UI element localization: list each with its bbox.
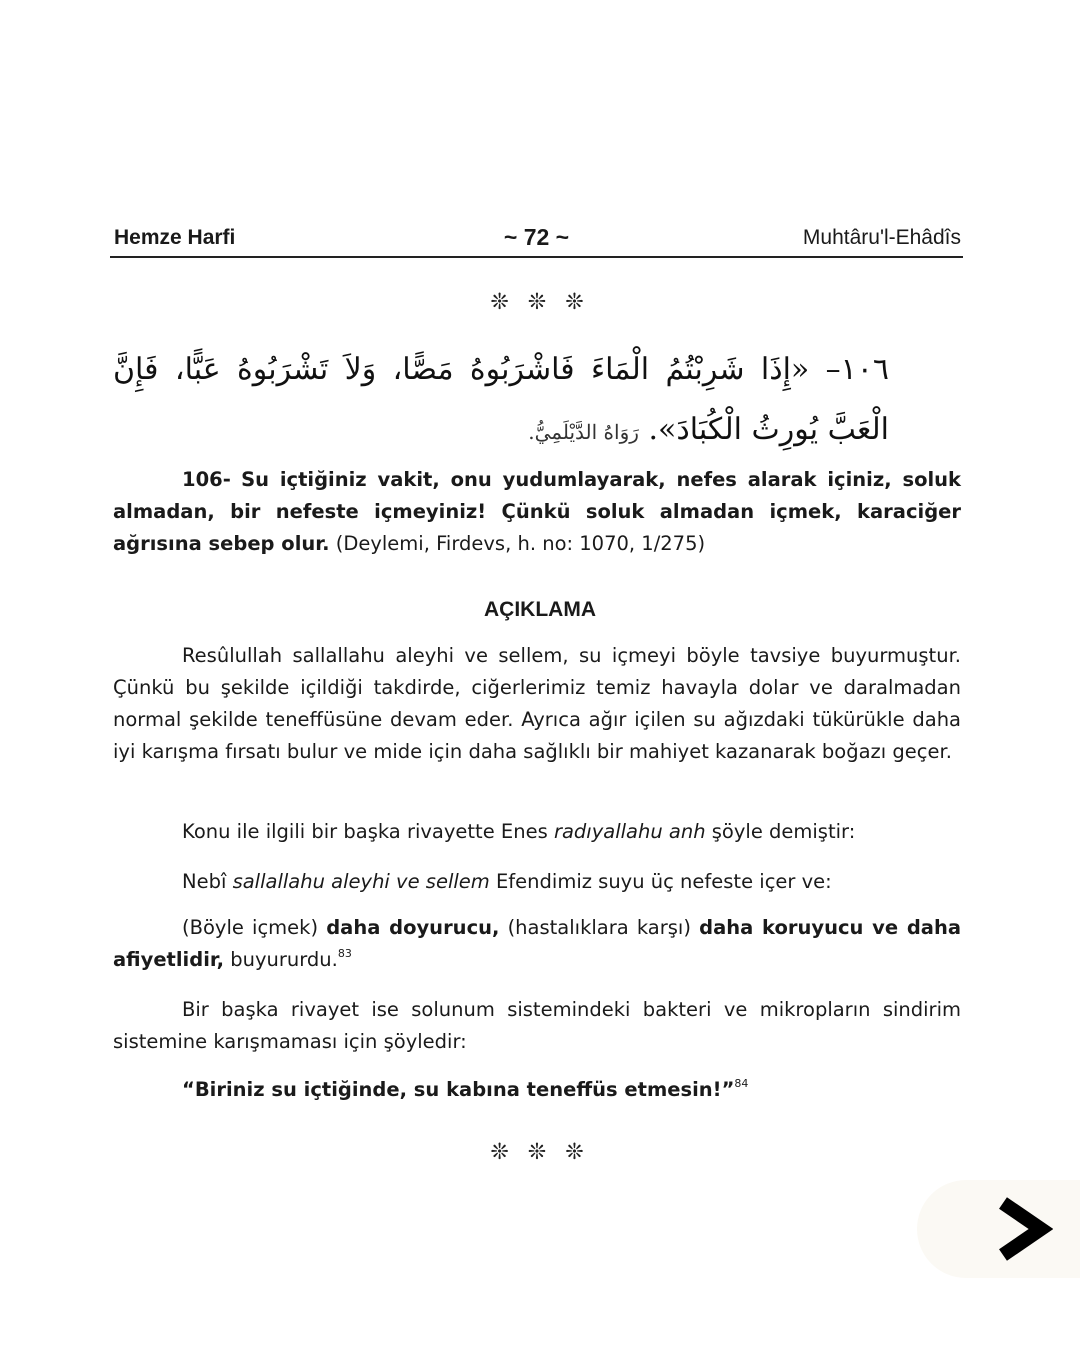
chevron-right-icon <box>993 1189 1053 1269</box>
p2-text-a: Konu ile ilgili bir başka rivayette Enes <box>182 820 554 843</box>
hadith-arabic-source: رَوَاهُ الدَّيْلَمِيُّ. <box>528 420 639 444</box>
p4-text-1: (Böyle içmek) <box>182 916 327 939</box>
explanation-heading: AÇIKLAMA <box>484 598 596 621</box>
p2-italic: radıyallahu anh <box>553 820 706 843</box>
p4-bold-2: daha koruyucu ve daha afiyetlidir, <box>113 916 961 971</box>
hadith-translation-text: Su içtiğiniz vakit, onu yudumlayarak, nefes alarak içiniz, soluk almadan, bir nefeste içmeyiniz! Çünkü soluk almadan içmek, karaciğer ağrısına sebep olur. <box>113 468 961 555</box>
book-title: Muhtâru'l-Ehâdîs <box>802 226 961 249</box>
p3-italic: sallallahu aleyhi ve sellem <box>232 870 490 893</box>
next-page-button[interactable] <box>917 1180 1080 1278</box>
hadith-translation-source: (Deylemi, Firdevs, h. no: 1070, 1/275) <box>335 532 706 555</box>
hadith-translation <box>113 464 961 560</box>
p3-text-b: Efendimiz suyu üç nefeste içer ve: <box>489 870 832 893</box>
p2-text-b: şöyle demiştir: <box>705 820 856 843</box>
explanation-paragraph-1: Resûlullah sallallahu aleyhi ve sellem, su içmeyi böyle tavsiye buyurmuştur. Çünkü bu şekilde içildiği takdirde, ciğerlerimiz temiz havayla dolar ve daralmadan normal şekilde teneffüsüne devam eder. Ayrıca ağır içilen su ağızdaki tükürükle daha iyi karışma fırsatı bulur ve mide için daha sağlıklı bir mahiyet kazanarak boğazı geçer. <box>113 644 961 763</box>
explanation-paragraph-2 <box>113 816 961 848</box>
quote-text: “Biriniz su içtiğinde, su kabına teneffüs etmesin!” <box>182 1078 735 1101</box>
p4-text-3: buyururdu. <box>224 948 338 971</box>
hadith-arabic-text: ١٠٦– «إِذَا شَرِبْتُمُ الْمَاءَ فَاشْرَبُوهُ مَصًّا، وَلاَ تَشْرَبُوهُ عَبًّا، فَإِنَّ الْعَبَّ يُورِثُ الْكُبَادَ». <box>113 352 889 447</box>
footnote-marker-83[interactable]: 83 <box>337 947 352 960</box>
p4-bold-1: daha doyurucu, <box>326 916 500 939</box>
page-number: ~ 72 ~ <box>503 224 570 250</box>
chapter-title: Hemze Harfi <box>114 226 236 249</box>
section-separator-bottom: ❊ ❊ ❊ <box>490 1140 590 1165</box>
explanation-paragraph-3 <box>113 866 961 898</box>
p3-text-a: Nebî <box>182 870 233 893</box>
explanation-paragraph-5: Bir başka rivayet ise solunum sistemindeki bakteri ve mikropların sindirim sistemine karışmaması için şöyledir: <box>113 998 961 1053</box>
hadith-quote <box>113 1074 961 1106</box>
footnote-marker-84[interactable]: 84 <box>734 1077 749 1090</box>
page-header <box>110 224 963 258</box>
explanation-paragraph-4 <box>113 912 961 976</box>
hadith-arabic <box>113 340 889 462</box>
hadith-translation-number: 106- <box>182 468 231 491</box>
section-separator-top: ❊ ❊ ❊ <box>490 290 590 315</box>
p4-text-2: (hastalıklara karşı) <box>499 916 700 939</box>
